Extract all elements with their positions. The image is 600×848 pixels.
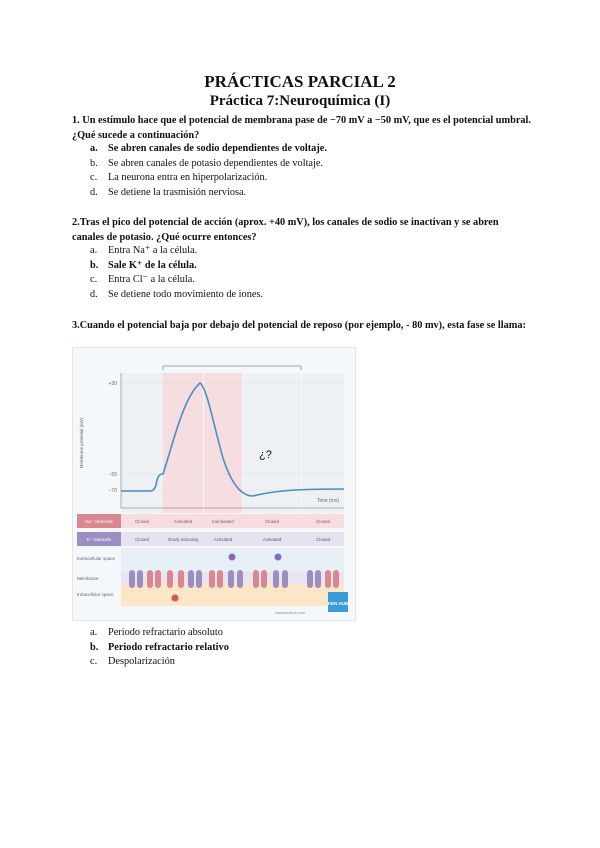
k-state-1: Closed	[134, 537, 150, 542]
option-2a: a. Entra Na⁺ a la célula.	[90, 245, 198, 256]
x-axis-label: Time (ms)	[316, 498, 339, 504]
membrane-label: Membrane	[77, 576, 99, 581]
k-row-bg	[121, 532, 344, 546]
sodium-ion-icon	[172, 595, 179, 602]
y-axis-label: Membrane potential (mV)	[79, 417, 84, 469]
option-1c: c. La neurona entra en hiperpolarización.	[90, 172, 268, 183]
intracellular-label: Intracellular space	[77, 592, 114, 597]
option-2d: d. Se detiene todo movimiento de iones.	[90, 288, 263, 300]
potassium-ion-icon	[275, 554, 282, 561]
k-state-4: Activated	[262, 537, 282, 542]
question-2-options	[90, 244, 263, 302]
extracellular-label: Extracellular space	[77, 556, 116, 561]
na-state-3: Inactivated	[212, 519, 234, 524]
y-tick-plus30: +30	[108, 381, 117, 387]
action-potential-figure	[72, 347, 356, 621]
na-state-4: Closed	[264, 519, 280, 524]
na-state-2: Activated	[173, 519, 193, 524]
question-1-options	[90, 142, 327, 200]
option-1d: d. Se detiene la trasmisión nerviosa.	[90, 186, 247, 198]
question-3-text: 3.Cuando el potencial baja por debajo del potencial de reposo (por ejemplo, - 80 mv), esta fase se llama:	[72, 320, 526, 331]
option-3a: a. Periodo refractario absoluto	[90, 627, 223, 638]
potassium-ion-icon	[229, 554, 236, 561]
option-3b: b. Periodo refractario relativo	[90, 641, 229, 653]
k-row-label: K⁺ channels	[86, 537, 112, 542]
option-1a: a. Se abren canales de sodio dependientes de voltaje.	[90, 143, 327, 154]
page-title: PRÁCTICAS PARCIAL 2	[204, 72, 396, 91]
na-state-1: Closed	[134, 519, 150, 524]
phase-depolarization-bg	[163, 373, 203, 513]
option-1b: b. Se abren canales de potasio dependientes de voltaje.	[90, 157, 324, 169]
k-state-2: Slowly activating	[167, 537, 199, 542]
y-tick-minus55: −55	[108, 472, 117, 478]
k-state-5: Closed	[315, 537, 331, 542]
na-row-label: Na⁺ channels	[85, 519, 113, 524]
question-mark-label: ¿?	[259, 449, 272, 461]
page-subtitle: Práctica 7:Neuroquímica (I)	[209, 93, 391, 109]
refractory-bracket	[163, 366, 301, 370]
option-2c: c. Entra Cl⁻ a la célula.	[90, 274, 195, 285]
y-tick-minus70: −70	[108, 488, 117, 494]
k-state-3: Activated	[213, 537, 233, 542]
question-1-text: 1. Un estímulo hace que el potencial de membrana pase de −70 mV a −50 mV, que es el potencial umbral.¿Qué sucede a continuación?	[72, 115, 531, 141]
credit-text: www.kenhub.com	[275, 611, 305, 615]
phase-repolarization-bg	[204, 373, 242, 513]
kenhub-logo-text: KEN HUB	[327, 601, 349, 606]
phase-resting-bg	[121, 373, 163, 513]
phase-recovery-bg	[302, 373, 344, 513]
action-potential-diagram	[73, 348, 355, 620]
option-3c: c. Despolarización	[90, 656, 175, 667]
option-2b: b. Sale K⁺ de la célula.	[90, 259, 197, 271]
question-2-text: 2.Tras el pico del potencial de acción (aprox. +40 mV), los canales de sodio se inactivan y se abren canales de potasio. ¿Qué ocurre entonces?	[72, 217, 499, 243]
question-3-options	[90, 626, 229, 670]
na-state-5: Closed	[315, 519, 331, 524]
